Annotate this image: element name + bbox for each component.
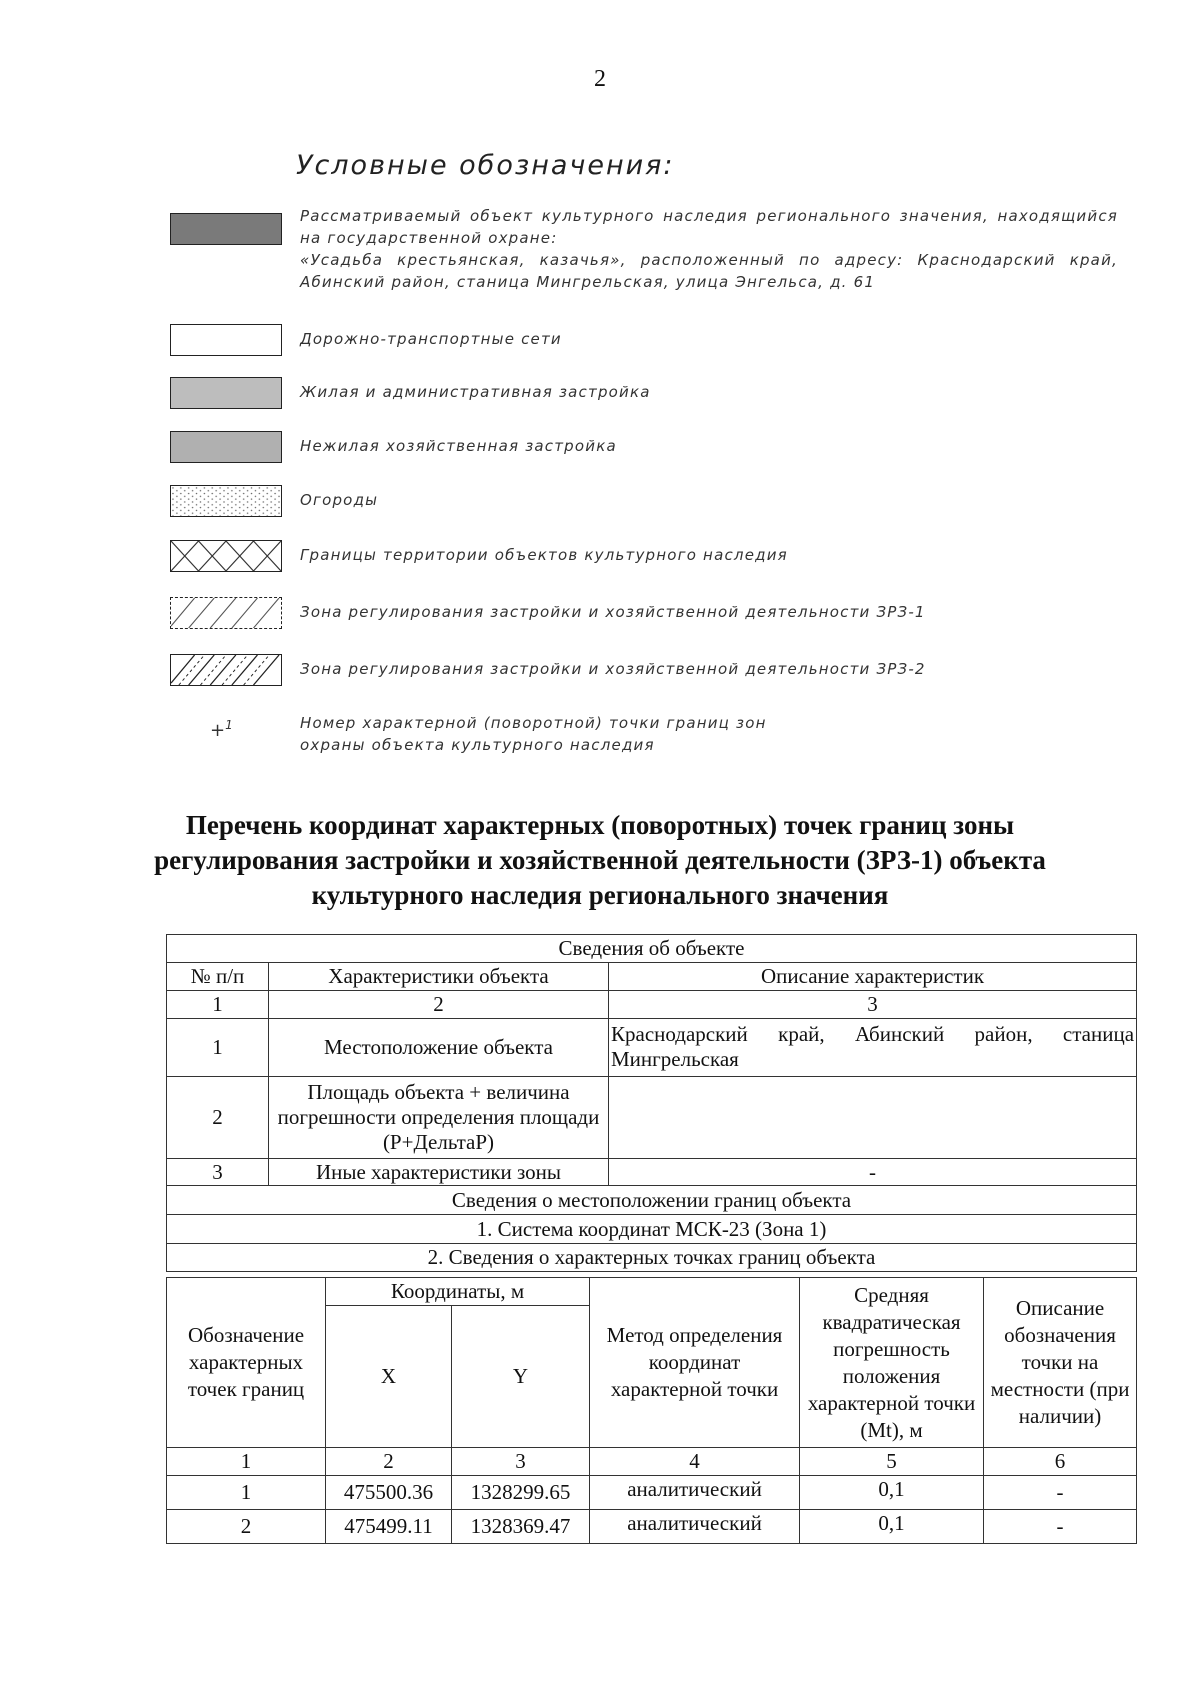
- column-header: Метод определения координат характерной точки: [590, 1278, 800, 1448]
- medium-fill-swatch: [170, 431, 282, 463]
- legend-text: Нежилая хозяйственная застройка: [300, 437, 617, 455]
- error-value: 0,1: [800, 1510, 984, 1544]
- column-header: Координаты, м: [326, 1278, 590, 1306]
- y-value: 1328369.47: [452, 1510, 590, 1544]
- legend-title: Условные обозначения:: [296, 150, 675, 181]
- row-name: Местоположение объекта: [269, 1019, 609, 1077]
- diagonal-hatch-dashed-swatch: [170, 654, 282, 686]
- description-value: -: [984, 1476, 1137, 1510]
- column-number: 1: [167, 991, 269, 1019]
- coordinate-system: 1. Система координат МСК-23 (Зона 1): [167, 1215, 1137, 1244]
- column-header: Описание характеристик: [609, 963, 1137, 991]
- legend-text: Зона регулирования застройки и хозяйственной деятельности ЗРЗ-2: [300, 660, 926, 678]
- column-header: Описание обозначения точки на местности (при наличии): [984, 1278, 1137, 1448]
- column-number: 2: [326, 1448, 452, 1476]
- coordinates-table: [166, 1277, 1137, 1544]
- points-title: 2. Сведения о характерных точках границ объекта: [167, 1244, 1137, 1272]
- column-header: X: [326, 1306, 452, 1448]
- description-value: -: [984, 1510, 1137, 1544]
- empty-swatch: [170, 324, 282, 356]
- column-header: Средняя квадратическая погрешность положения характерной точки (Mt), м: [800, 1278, 984, 1448]
- column-number: 3: [609, 991, 1137, 1019]
- legend-text: Огороды: [300, 491, 379, 509]
- dotted-swatch: [170, 485, 282, 517]
- column-header: № п/п: [167, 963, 269, 991]
- page-number: 2: [594, 66, 606, 92]
- row-name: Иные характеристики зоны: [269, 1159, 609, 1186]
- row-value: [609, 1077, 1137, 1159]
- legend-text: Зона регулирования застройки и хозяйственной деятельности ЗРЗ-1: [300, 603, 926, 621]
- row-value: Краснодарский край, Абинский район, станица Мингрельская: [609, 1019, 1137, 1077]
- object-info-table: [166, 934, 1137, 1272]
- column-number: 4: [590, 1448, 800, 1476]
- document-heading: Перечень координат характерных (поворотных) точек границ зоны регулирования застройки и хозяйственной деятельности (ЗРЗ-1) объекта культурного наследия регионального значения: [154, 810, 1046, 910]
- legend-text: Жилая и административная застройка: [300, 383, 651, 401]
- method-value: аналитический: [590, 1476, 800, 1510]
- section-title: Сведения об объекте: [167, 935, 1137, 963]
- column-number: 3: [452, 1448, 590, 1476]
- column-header: Y: [452, 1306, 590, 1448]
- legend-text: Номер характерной (поворотной) точки границ зон охраны объекта культурного наследия: [300, 714, 767, 754]
- legend-text: Границы территории объектов культурного наследия: [300, 546, 788, 564]
- legend-text: Дорожно-транспортные сети: [300, 330, 562, 348]
- point-number: 1: [167, 1476, 326, 1510]
- column-header: Характеристики объекта: [269, 963, 609, 991]
- row-number: 2: [167, 1077, 269, 1159]
- legend-text: Рассматриваемый объект культурного наследия регионального значения, находящийся на государственной охране: «Усадьба крестьянская, казачья», расположенный по адресу: Краснодарский край, Абинский район, станица Мингрельская, улица Энгельса, д. 61: [300, 207, 1118, 291]
- column-number: 5: [800, 1448, 984, 1476]
- x-value: 475500.36: [326, 1476, 452, 1510]
- diagonal-hatch-swatch: [170, 597, 282, 629]
- cross-hatch-swatch: [170, 540, 282, 572]
- error-value: 0,1: [800, 1476, 984, 1510]
- row-value: -: [609, 1159, 1137, 1186]
- column-header: Обозначение характерных точек границ: [167, 1278, 326, 1448]
- table-row: [167, 1476, 1137, 1510]
- light-fill-swatch: [170, 377, 282, 409]
- row-number: 3: [167, 1159, 269, 1186]
- table-row: [167, 1510, 1137, 1544]
- location-title: Сведения о местоположении границ объекта: [167, 1186, 1137, 1215]
- row-number: 1: [167, 1019, 269, 1077]
- column-number: 1: [167, 1448, 326, 1476]
- method-value: аналитический: [590, 1510, 800, 1544]
- point-mark-icon: +$^1$: [210, 718, 233, 741]
- column-number: 2: [269, 991, 609, 1019]
- point-number: 2: [167, 1510, 326, 1544]
- y-value: 1328299.65: [452, 1476, 590, 1510]
- row-name: Площадь объекта + величина погрешности определения площади (Р+ДельтаР): [269, 1077, 609, 1159]
- x-value: 475499.11: [326, 1510, 452, 1544]
- column-number: 6: [984, 1448, 1137, 1476]
- dark-fill-swatch: [170, 213, 282, 245]
